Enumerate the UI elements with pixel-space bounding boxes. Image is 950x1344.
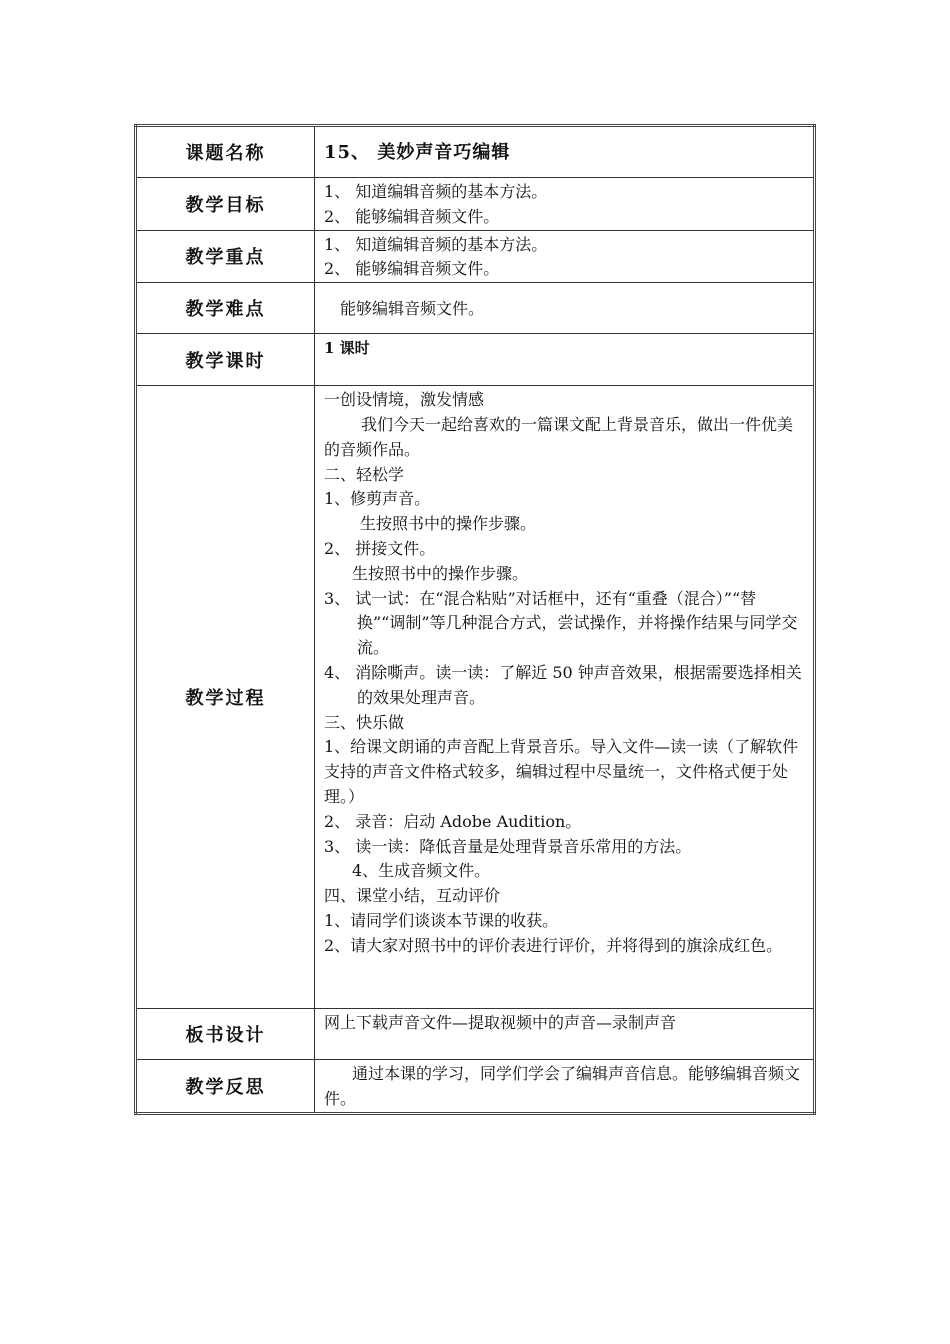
row-objectives (136, 178, 815, 231)
process-line: 一创设情境，激发情感 (324, 390, 485, 410)
key-point-item: 1、 知道编辑音频的基本方法。 (324, 234, 548, 254)
process-line: 2、请大家对照书中的评价表进行评价，并将得到的旗涂成红色。 (324, 935, 783, 955)
objective-item: 1、 知道编辑音频的基本方法。 (324, 182, 548, 201)
objective-item: 2、 能够编辑音频文件。 (324, 206, 500, 226)
label-difficulties: 教学难点 (136, 283, 315, 334)
objectives-content (315, 178, 815, 231)
process-line: 1、修剪声音。 (324, 489, 431, 509)
process-line: 生按照书中的操作步骤。 (352, 563, 529, 583)
process-line: 3、 读一读：降低音量是处理背景音乐常用的方法。 (324, 836, 692, 856)
label-process: 教学过程 (136, 386, 315, 1009)
difficulties-content (315, 283, 815, 334)
lesson-plan-table (134, 124, 816, 1115)
difficulty-text: 能够编辑音频文件。 (340, 298, 485, 318)
label-key-points: 教学重点 (136, 230, 315, 283)
label-objectives: 教学目标 (136, 178, 315, 231)
process-line: 三、快乐做 (324, 712, 405, 732)
topic-value: 15、 美妙声音巧编辑 (315, 126, 815, 178)
process-line: 四、课堂小结，互动评价 (324, 886, 501, 906)
reflection-content (315, 1060, 815, 1114)
hours-content (315, 334, 815, 386)
process-line: 二、轻松学 (324, 464, 405, 484)
label-topic: 课题名称 (136, 126, 315, 178)
process-line: 我们今天一起给喜欢的一篇课文配上背景音乐，做出一件优美的音频作品。 (324, 414, 794, 459)
process-line: 1、给课文朗诵的声音配上背景音乐。导入文件—读一读（了解软件支持的声音文件格式较多，编辑过程中尽量统一，文件格式便于处理。） (324, 737, 799, 806)
process-line: 1、请同学们谈谈本节课的收获。 (324, 910, 559, 930)
process-line: 3、 试一试：在“混合粘贴”对话框中，还有“重叠（混合）”“替换”“调制”等几种混合方式，尝试操作，并将操作结果与同学交流。 (324, 588, 798, 658)
process-content (315, 386, 815, 1009)
row-board (136, 1009, 815, 1060)
process-line: 4、生成音频文件。 (352, 861, 491, 881)
row-key-points (136, 230, 815, 283)
hours-value: 1 课时 (324, 339, 370, 358)
row-reflection (136, 1060, 815, 1114)
process-line: 生按照书中的操作步骤。 (360, 514, 537, 534)
label-reflection: 教学反思 (136, 1060, 315, 1114)
label-board: 板书设计 (136, 1009, 315, 1060)
label-hours: 教学课时 (136, 334, 315, 386)
row-difficulties (136, 283, 815, 334)
key-points-content (315, 230, 815, 283)
process-line: 4、 消除嘶声。读一读：了解近 50 钟声音效果，根据需要选择相关的效果处理声音。 (324, 662, 802, 707)
row-process (136, 386, 815, 1009)
row-topic (136, 126, 815, 178)
board-text: 网上下载声音文件—提取视频中的声音—录制声音 (324, 1013, 677, 1033)
reflection-text: 通过本课的学习，同学们学会了编辑声音信息。能够编辑音频文件。 (324, 1064, 801, 1108)
row-hours (136, 334, 815, 386)
process-line: 2、 录音：启动 Adobe Audition。 (324, 811, 582, 831)
process-line: 2、 拼接文件。 (324, 538, 436, 558)
board-content (315, 1009, 815, 1060)
key-point-item: 2、 能够编辑音频文件。 (324, 259, 500, 279)
